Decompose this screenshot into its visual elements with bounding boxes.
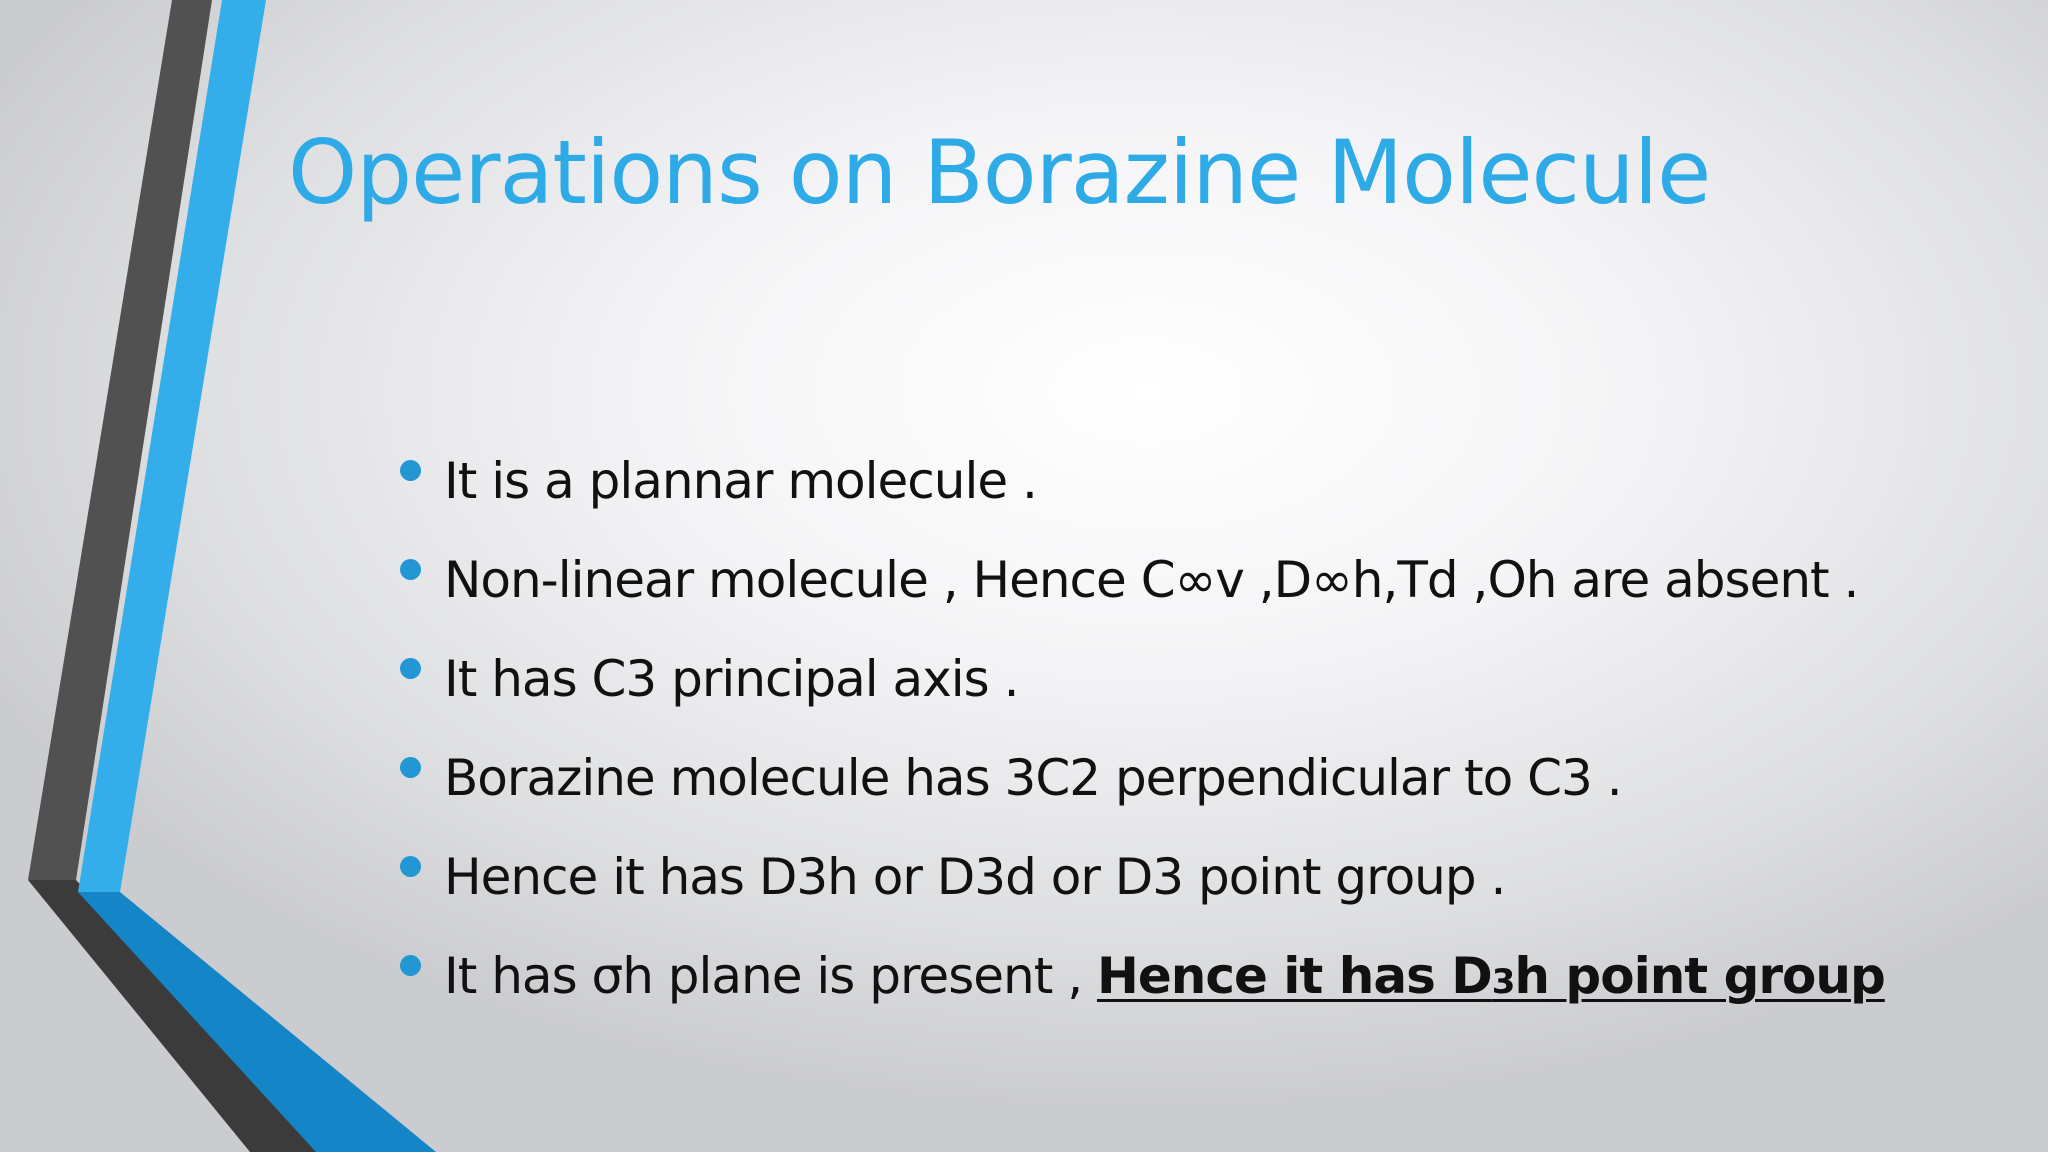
bullet-item xyxy=(400,448,1885,547)
bullet-text: Hence it has D3h or D3d or D3 point group . xyxy=(444,848,1506,906)
bullet-text: Borazine molecule has 3C2 perpendicular to C3 . xyxy=(444,749,1622,807)
conclusion-emphasis xyxy=(1097,947,1885,1005)
bullet-text: It has C3 principal axis . xyxy=(444,650,1019,708)
bullet-dot-icon xyxy=(400,757,421,778)
bullet-item xyxy=(400,646,1885,745)
subscript-three: 3 xyxy=(1491,962,1515,1002)
bullet-item-conclusion xyxy=(400,943,1885,1042)
bullet-item xyxy=(400,547,1885,646)
bullet-item xyxy=(400,745,1885,844)
bullet-text: Non-linear molecule , Hence C∞v ,D∞h,Td ,Oh are absent . xyxy=(444,551,1859,609)
conclusion-emphasis-end: h point group xyxy=(1514,947,1885,1005)
bullet-dot-icon xyxy=(400,955,421,976)
bullet-text: It has σh plane is present , xyxy=(444,947,1097,1005)
bullet-item xyxy=(400,844,1885,943)
bullet-dot-icon xyxy=(400,559,421,580)
bullet-text: It is a plannar molecule . xyxy=(444,452,1037,510)
conclusion-emphasis-start: Hence it has D xyxy=(1096,947,1492,1005)
slide-title: Operations on Borazine Molecule xyxy=(288,121,1711,224)
bullet-dot-icon xyxy=(400,658,421,679)
bullet-dot-icon xyxy=(400,460,421,481)
bullet-dot-icon xyxy=(400,856,421,877)
bullet-list xyxy=(400,448,1885,1042)
